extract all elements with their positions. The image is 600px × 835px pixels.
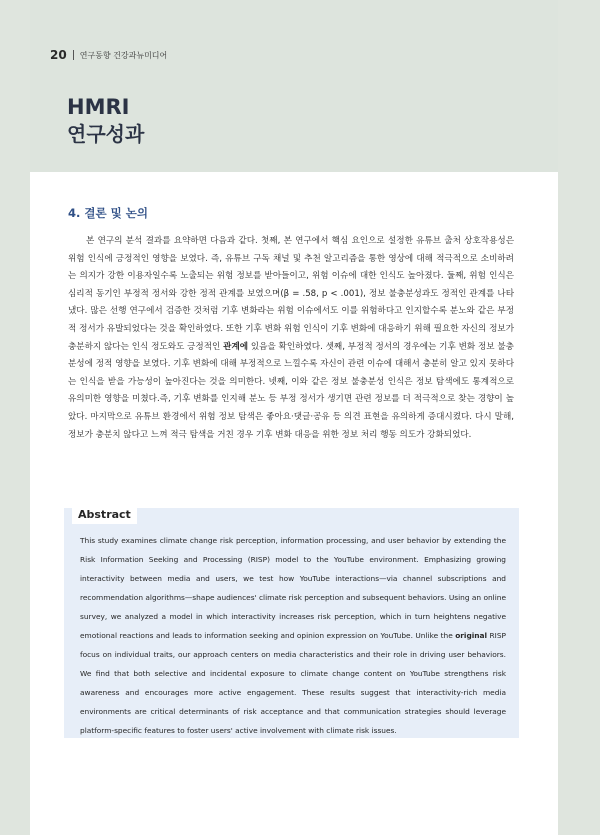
header-divider bbox=[73, 50, 74, 60]
abstract-text bbox=[80, 531, 506, 740]
body-text-part-2: 있음을 확인하였다. 셋째, 부정적 정서의 경우에는 기후 변화 정보 불충분성에 정적 영향을 보였다. 기후 변화에 대해 부정적으로 느낄수록 자신이 관련 이슈에 대해서 충분히 알고 있지 못하다는 인식을 받을 가능성이 높아진다는 것을 의미한다. 넷째, 이와 같은 정보 불충분성 인식은 정보 탐색에도 통계적으로 유의미한 영향을 미쳤다.즉, 기후 변화를 인지해 분노 등 부정 정서가 생기면 관련 정보를 더 적극적으로 찾는 경향이 높았다. 마지막으로 유튜브 환경에서 위험 정보 탐색은 좋아요·댓글·공유 등 의견 표현을 유의하게 증대시켰다. 다시 말해, 정보가 충분치 않다고 느껴 적극 탐색을 거친 경우 기후 변화 대응을 위한 정보 처리 행동 의도가 강화되었다. bbox=[68, 341, 514, 440]
abstract-text-part-2: RISP focus on individual traits, our approach centers on media characteristics and their role in driving user behaviors. We find that both selective and incidental exposure to climate change content on YouTube strengthens risk awareness and encourages more active engagement. These results suggest that interactivity-rich media environments are critical determinants of risk acceptance and that communication strategies should leverage platform-specific features to foster users' active involvement with climate risk issues. bbox=[80, 631, 506, 735]
body-bold-1: 관계에 bbox=[223, 341, 249, 352]
section-name: 연구동향 건강과뉴미디어 bbox=[79, 50, 168, 60]
title-line-2: 연구성과 bbox=[67, 122, 145, 146]
abstract-label: Abstract bbox=[72, 506, 137, 524]
section-heading: 4. 결론 및 논의 bbox=[68, 206, 148, 220]
abstract-text-part-1: This study examines climate change risk perception, information processing, and user behavior by extending the Risk Information Seeking and Processing (RISP) model to the YouTube environment. Emphasizing growing interactivity between media and users, we test how YouTube interactions—via channel subscriptions and recommendation algorithms—shape audiences' climate risk perception and subsequent behaviors. Using an online survey, we analyzed a model in which interactivity increases risk perception, which in turn heightens negative emotional reactions and leads to information seeking and opinion expression on YouTube. Unlike the bbox=[80, 536, 507, 640]
title-line-1: HMRI bbox=[67, 95, 130, 119]
page-title bbox=[67, 94, 144, 148]
running-header bbox=[50, 45, 167, 65]
body-paragraph bbox=[68, 233, 514, 444]
body-text-part-1: 본 연구의 분석 결과를 요약하면 다음과 같다. 첫째, 본 연구에서 핵심 요인으로 설정한 유튜브 출처 상호작용성은 위험 인식에 긍정적인 영향을 보였다. 즉, 유튜브 구독 채널 및 추천 알고리즘을 통한 영상에 대해 적극적으로 소비하려는 의지가 강한 이용자일수록 노출되는 위험 정보를 받아들이고, 위험 이슈에 대한 인식도 높아졌다. 둘째, 위험 인식은 심리적 동기인 부정적 정서와 강한 정적 관계를 보였으며(β = .58, p < .001), 정보 불충분성과도 정적인 관계를 나타냈다. 많은 선행 연구에서 검증한 것처럼 기후 변화라는 위험 이슈에서도 이를 위험하다고 인지할수록 분노와 같은 부정적 정서가 유발되었다는 것을 확인하였다. 또한 기후 변화 위험 인식이 기후 변화에 대응하기 위해 필요한 자신의 정보가 충분하지 않다는 인식 정도와도 긍정적인 bbox=[68, 236, 514, 352]
abstract-bold-1: original bbox=[455, 631, 488, 640]
page-number: 20 bbox=[50, 48, 67, 62]
